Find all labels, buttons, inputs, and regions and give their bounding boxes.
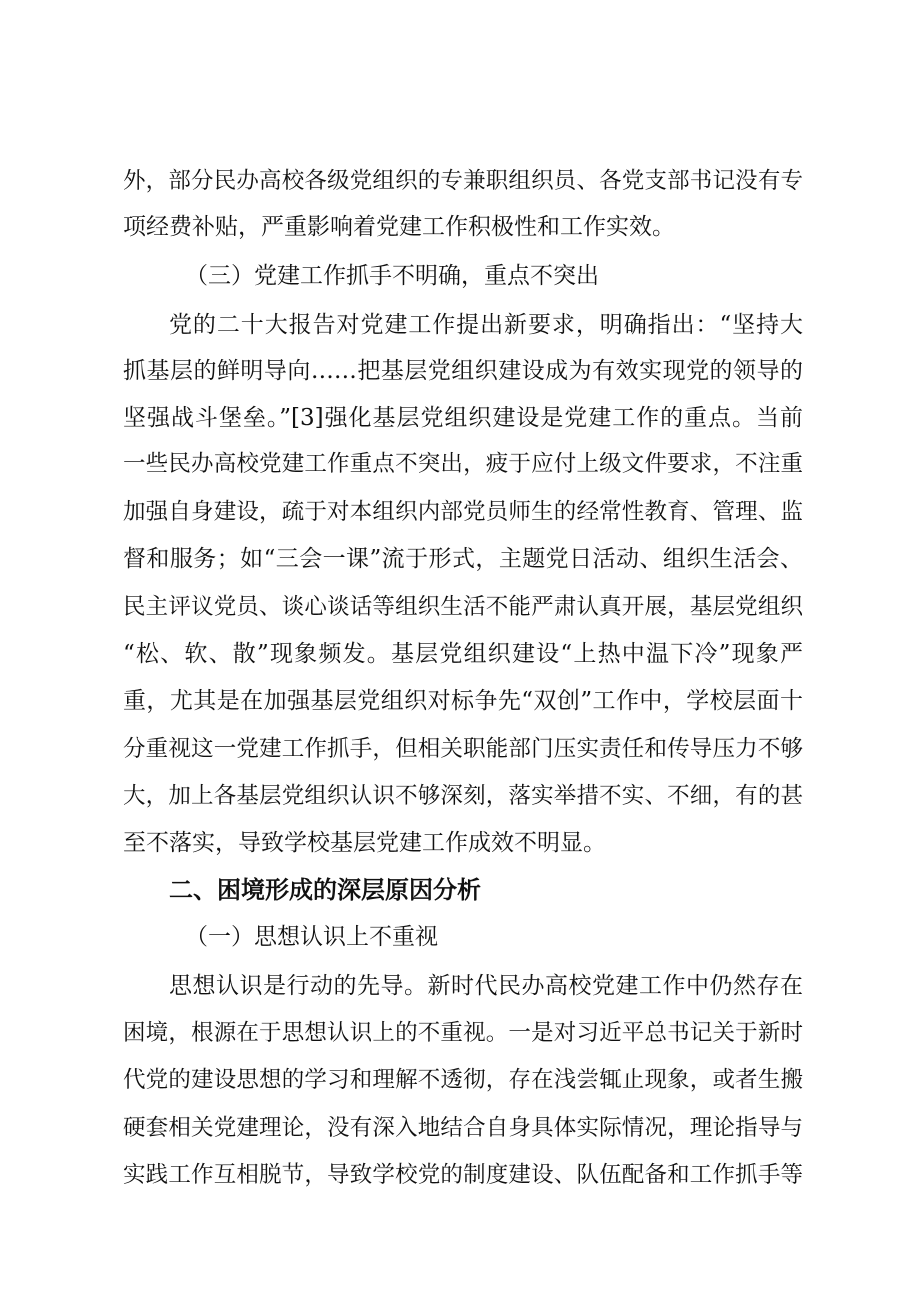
paragraph-2-line-4: 一些民办高校党建工作重点不突出，疲于应付上级文件要求，不注重	[123, 451, 803, 477]
paragraph-2-line-8: “松、软、散”现象频发。基层党组织建设“上热中温下冷”现象严	[123, 641, 803, 667]
paragraph-2-line-6: 督和服务；如“三会一课”流于形式，主题党日活动、组织生活会、	[123, 546, 803, 572]
paragraph-2-line-10: 分重视这一党建工作抓手，但相关职能部门压实责任和传导压力不够	[123, 736, 803, 762]
paragraph-3-line-1: 思想认识是行动的先导。新时代民办高校党建工作中仍然存在	[169, 973, 803, 999]
paragraph-3-line-3: 代党的建设思想的学习和理解不透彻，存在浅尝辄止现象，或者生搬	[123, 1067, 803, 1093]
paragraph-1-line-1: 外，部分民办高校各级党组织的专兼职组织员、各党支部书记没有专	[123, 168, 803, 194]
paragraph-1-line-2: 项经费补贴，严重影响着党建工作积极性和工作实效。	[123, 214, 675, 240]
section-heading-two: 二、困境形成的深层原因分析	[169, 876, 481, 904]
paragraph-2-line-7: 民主评议党员、谈心谈话等组织生活不能严肃认真开展，基层党组织	[123, 594, 803, 620]
paragraph-2-line-12: 至不落实，导致学校基层党建工作成效不明显。	[123, 830, 606, 856]
paragraph-3-line-4: 硬套相关党建理论，没有深入地结合自身具体实际情况，理论指导与	[123, 1115, 803, 1141]
paragraph-2-line-9: 重，尤其是在加强基层党组织对标争先“双创”工作中，学校层面十	[123, 688, 803, 714]
paragraph-2-line-2: 抓基层的鲜明导向……把基层党组织建设成为有效实现党的领导的	[123, 358, 803, 384]
paragraph-2-line-1: 党的二十大报告对党建工作提出新要求，明确指出：“坚持大	[169, 312, 803, 338]
paragraph-3-line-2: 困境，根源在于思想认识上的不重视。一是对习近平总书记关于新时	[123, 1020, 803, 1046]
paragraph-2-line-11: 大，加上各基层党组织认识不够深刻，落实举措不实、不细，有的甚	[123, 783, 803, 809]
paragraph-2-line-3: 坚强战斗堡垒。”[3]强化基层党组织建设是党建工作的重点。当前	[123, 405, 803, 431]
subheading-three: （三）党建工作抓手不明确，重点不突出	[185, 263, 599, 289]
paragraph-3-line-5: 实践工作互相脱节，导致学校党的制度建设、队伍配备和工作抓手等	[123, 1162, 803, 1188]
paragraph-2-line-5: 加强自身建设，疏于对本组织内部党员师生的经常性教育、管理、监	[123, 499, 803, 525]
subheading-one: （一）思想认识上不重视	[185, 924, 438, 950]
